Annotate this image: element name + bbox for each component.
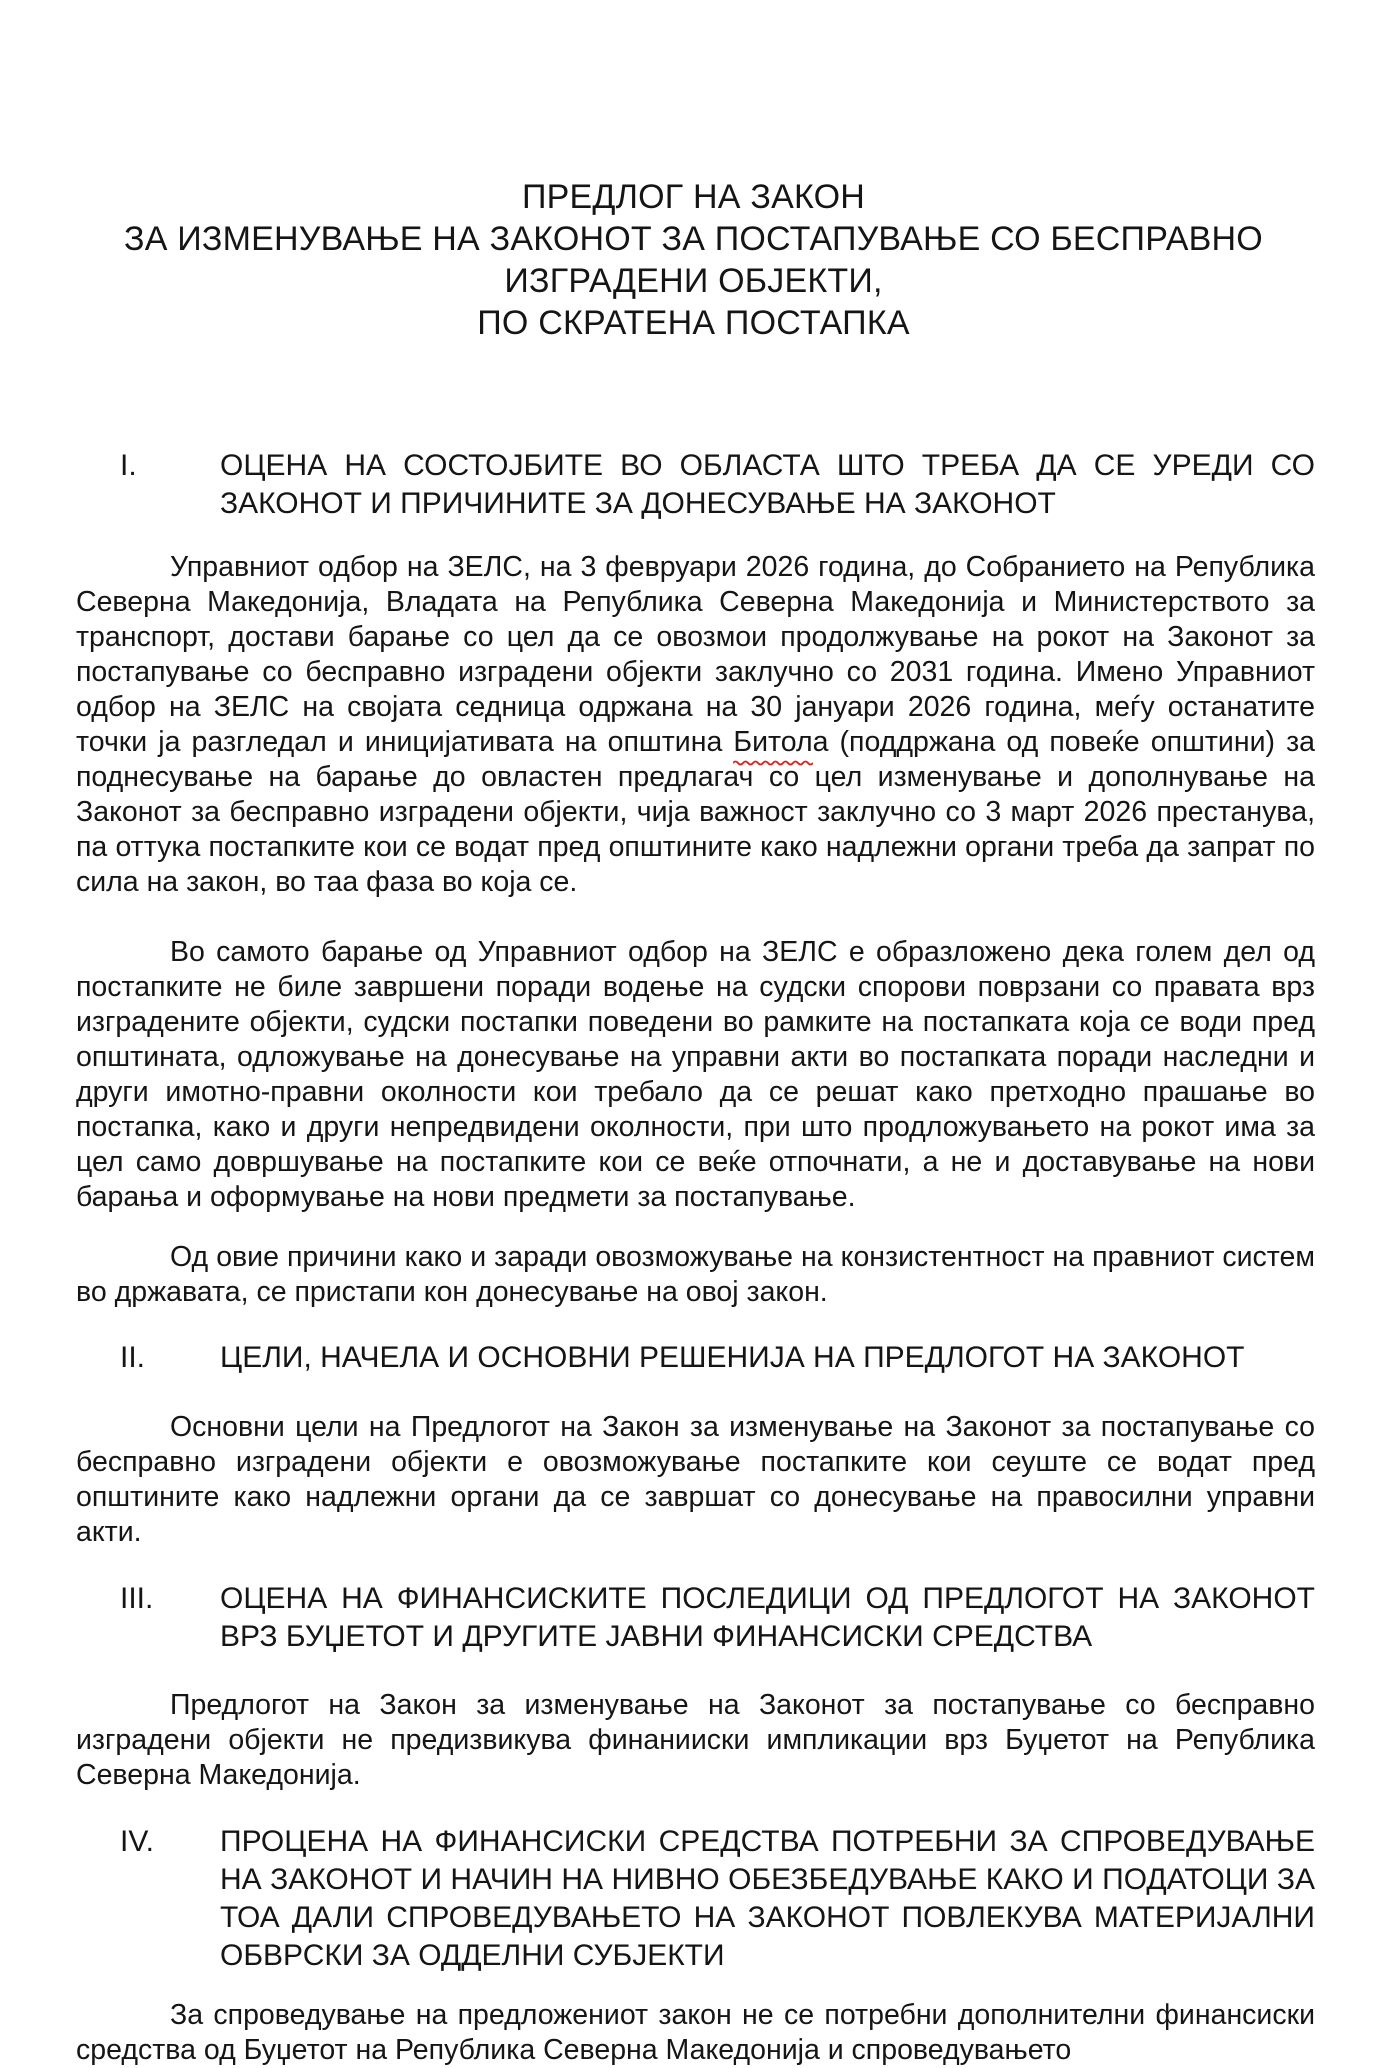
spellcheck-underline [733, 760, 813, 766]
section-2-paragraph-1: Основни цели на Предлогот на Закон за изменување на Законот за постапување со бесправно изградени објекти е овозможување постапките кои сеуште се водат пред општините како надлежни органи да се завршат со донесување на правосилни управни акти. [76, 1411, 1315, 1548]
misspelled-word[interactable]: Битола [733, 726, 828, 758]
document-title [0, 176, 1387, 344]
title-line-3: ИЗГРАДЕНИ ОБЈЕКТИ, [504, 262, 883, 300]
section-heading-text: ОЦЕНА НА СОСТОЈБИТЕ ВО ОБЛАСТА ШТО ТРЕБА ДА СЕ УРЕДИ СО ЗАКОНОТ И ПРИЧИНИТЕ ЗА ДОНЕСУВАЊЕ НА ЗАКОНОТ [220, 449, 1315, 520]
section-number: IV. [120, 1825, 154, 1858]
section-number: III. [120, 1582, 154, 1615]
title-line-4: ПО СКРАТЕНА ПОСТАПКА [477, 304, 910, 342]
section-4-paragraph-1: За спроведување на предложениот закон не се потребни дополнителни финансиски средства од Буџетот на Република Северна Македонија и спроведувањето [76, 1999, 1315, 2066]
section-heading-text: ПРОЦЕНА НА ФИНАНСИСКИ СРЕДСТВА ПОТРЕБНИ ЗА СПРОВЕДУВАЊЕ НА ЗАКОНОТ И НАЧИН НА НИВНО ОБЕЗБЕДУВАЊЕ КАКО И ПОДАТОЦИ ЗА ТОА ДАЛИ СПРОВЕДУВАЊЕТО НА ЗАКОНОТ ПОВЛЕКУВА МАТЕРИЈАЛНИ ОБВРСКИ ЗА ОДДЕЛНИ СУБЈЕКТИ [220, 1825, 1315, 1972]
section-number: I. [120, 449, 137, 482]
section-1-paragraph-1: Управниот одбор на ЗЕЛС, на 3 февруари 2026 година, до Собранието на Република Северна Македонија, Владата на Република Северна Македонија и Министерството за транспорт, достави барање со цел да се овозмои продолжување на рокот на Законот за постапување со бесправно изградени објекти заклучно со 2031 година. Имено Управниот одбор на ЗЕЛС на својата седница одржана на 30 јануари 2026 година, меѓу останатите точки ја разгледал и иницијативата на општина Битола (поддржана од повеќе општини) за поднесување на барање до овластен предлагач со цел изменување и дополнување на Законот за бесправно изградени објекти, чија важност заклучно со 3 март 2026 престанува, па оттука постапките кои се водат пред општините како надлежни органи треба да запрат по сила на закон, во таа фаза во која се. [76, 551, 1316, 898]
section-number: II. [120, 1341, 146, 1374]
section-1-paragraph-3: Од овие причини како и заради овозможување на конзистентност на правниот систем во државата, се пристапи кон донесување на овој закон. [76, 1241, 1315, 1308]
section-heading-text: ЦЕЛИ, НАЧЕЛА И ОСНОВНИ РЕШЕНИЈА НА ПРЕДЛОГОТ НА ЗАКОНОТ [220, 1341, 1245, 1374]
section-heading-text: ОЦЕНА НА ФИНАНСИСКИТЕ ПОСЛЕДИЦИ ОД ПРЕДЛОГОТ НА ЗАКОНОТ ВРЗ БУЏЕТОТ И ДРУГИТЕ ЈАВНИ ФИНАНСИСКИ СРЕДСТВА [220, 1582, 1315, 1653]
section-3-paragraph-1: Предлогот на Закон за изменување на Законот за постапување со бесправно изградени објекти не предизвикува финанииски импликации врз Буџетот на Република Северна Македонија. [76, 1689, 1315, 1791]
title-line-2: ЗА ИЗМЕНУВАЊЕ НА ЗАКОНОТ ЗА ПОСТАПУВАЊЕ СО БЕСПРАВНО [124, 220, 1263, 258]
title-line-1: ПРЕДЛОГ НА ЗАКОН [522, 178, 865, 216]
section-1-paragraph-2: Во самото барање од Управниот одбор на ЗЕЛС е образложено дека голем дел од постапките не биле завршени поради водење на судски спорови поврзани со правата врз изградените објекти, судски постапки поведени во рамките на постапката која се води пред општината, одложување на донесување на управни акти во постапката поради наследни и други имотно-правни околности кои требало да се решат како претходно прашање во постапка, како и други непредвидени околности, при што продложувањето на рокот има за цел само довршување на постапките кои се веќе отпочнати, а не и доставување на нови барања и оформување на нови предмети за постапување. [76, 936, 1315, 1213]
